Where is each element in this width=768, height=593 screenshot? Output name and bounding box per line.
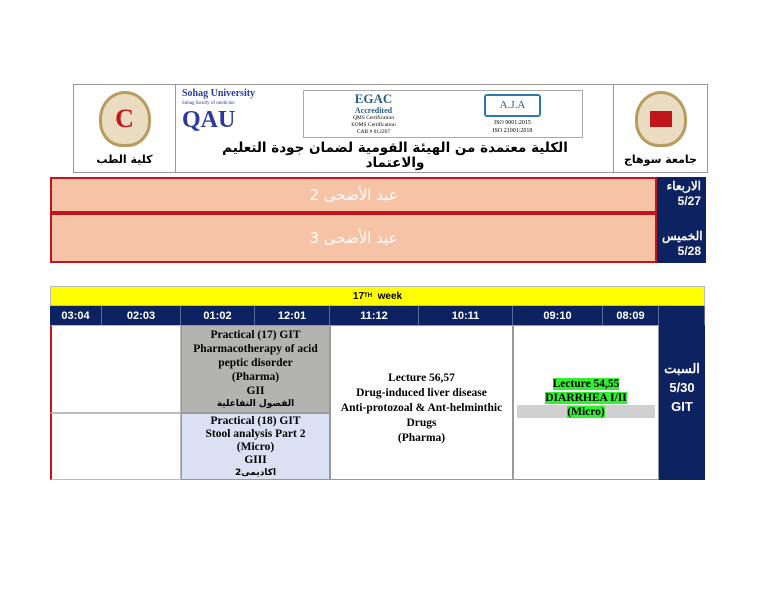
egac-logo: EGAC Accredited QMS Certification EOMS Certification CAB # 012207 bbox=[351, 91, 396, 135]
empty-cell bbox=[50, 325, 181, 413]
university-logo-cell bbox=[614, 85, 707, 172]
time-header: 02:03 bbox=[102, 306, 181, 325]
time-header: 01:02 bbox=[181, 306, 255, 325]
time-header: 03:04 bbox=[50, 306, 102, 325]
holiday-text: عيد الأضحى 3 bbox=[309, 229, 398, 247]
qau-university: Sohag University bbox=[182, 88, 256, 99]
holiday-text: عيد الأضحى 2 bbox=[309, 186, 398, 204]
practical-17-cell: Practical (17) GIT Pharmacotherapy of acid peptic disorder (Pharma) GII الفصول التفاعلية bbox=[181, 325, 330, 413]
accreditation-text: الكلية معتمدة من الهيئة القومية لضمان جودة التعليم والاعتماد bbox=[222, 140, 568, 171]
week-bar: 17 TH week bbox=[50, 286, 705, 306]
holiday-row-wednesday bbox=[50, 177, 657, 213]
time-header: 08:09 bbox=[603, 306, 659, 325]
accreditation-cell bbox=[176, 85, 614, 172]
university-label: جامعة سوهاج bbox=[624, 153, 697, 166]
lecture-micro-cell: Lecture 54,55 DIARRHEA I/II (Micro) bbox=[513, 325, 659, 480]
certification-logos bbox=[303, 90, 583, 138]
time-header: 10:11 bbox=[419, 306, 513, 325]
faculty-label: كلية الطب bbox=[96, 153, 153, 166]
time-header: 11:12 bbox=[330, 306, 419, 325]
practical-18-cell: Practical (18) GIT Stool analysis Part 2 (Micro) GIII اكاديمى2 bbox=[181, 413, 330, 480]
aja-logo: A.J.A ISO 9001:2015 ISO 21001:2018 bbox=[443, 91, 582, 137]
time-header: 12:01 bbox=[255, 306, 330, 325]
qau-faculty: Sohag faculty of medicine bbox=[182, 101, 235, 106]
day-header bbox=[659, 306, 705, 325]
header-box bbox=[73, 84, 708, 173]
faculty-seal-icon: C bbox=[99, 91, 151, 147]
day-cell-thursday: الخميس 5/28 bbox=[657, 213, 706, 263]
empty-cell bbox=[50, 413, 181, 480]
day-cell-saturday: السبت 5/30 GIT bbox=[659, 325, 705, 480]
holiday-row-thursday bbox=[50, 213, 657, 263]
university-seal-icon bbox=[635, 91, 687, 147]
day-cell-wednesday: الاربعاء 5/27 bbox=[657, 177, 706, 213]
qau-logo bbox=[182, 88, 292, 138]
qau-name: QAU bbox=[182, 107, 236, 133]
time-header: 09:10 bbox=[513, 306, 603, 325]
faculty-logo-cell bbox=[74, 85, 176, 172]
lecture-pharma-cell: Lecture 56,57 Drug-induced liver disease Anti-protozoal & Ant-helminthic Drugs (Pharma) bbox=[330, 325, 513, 480]
